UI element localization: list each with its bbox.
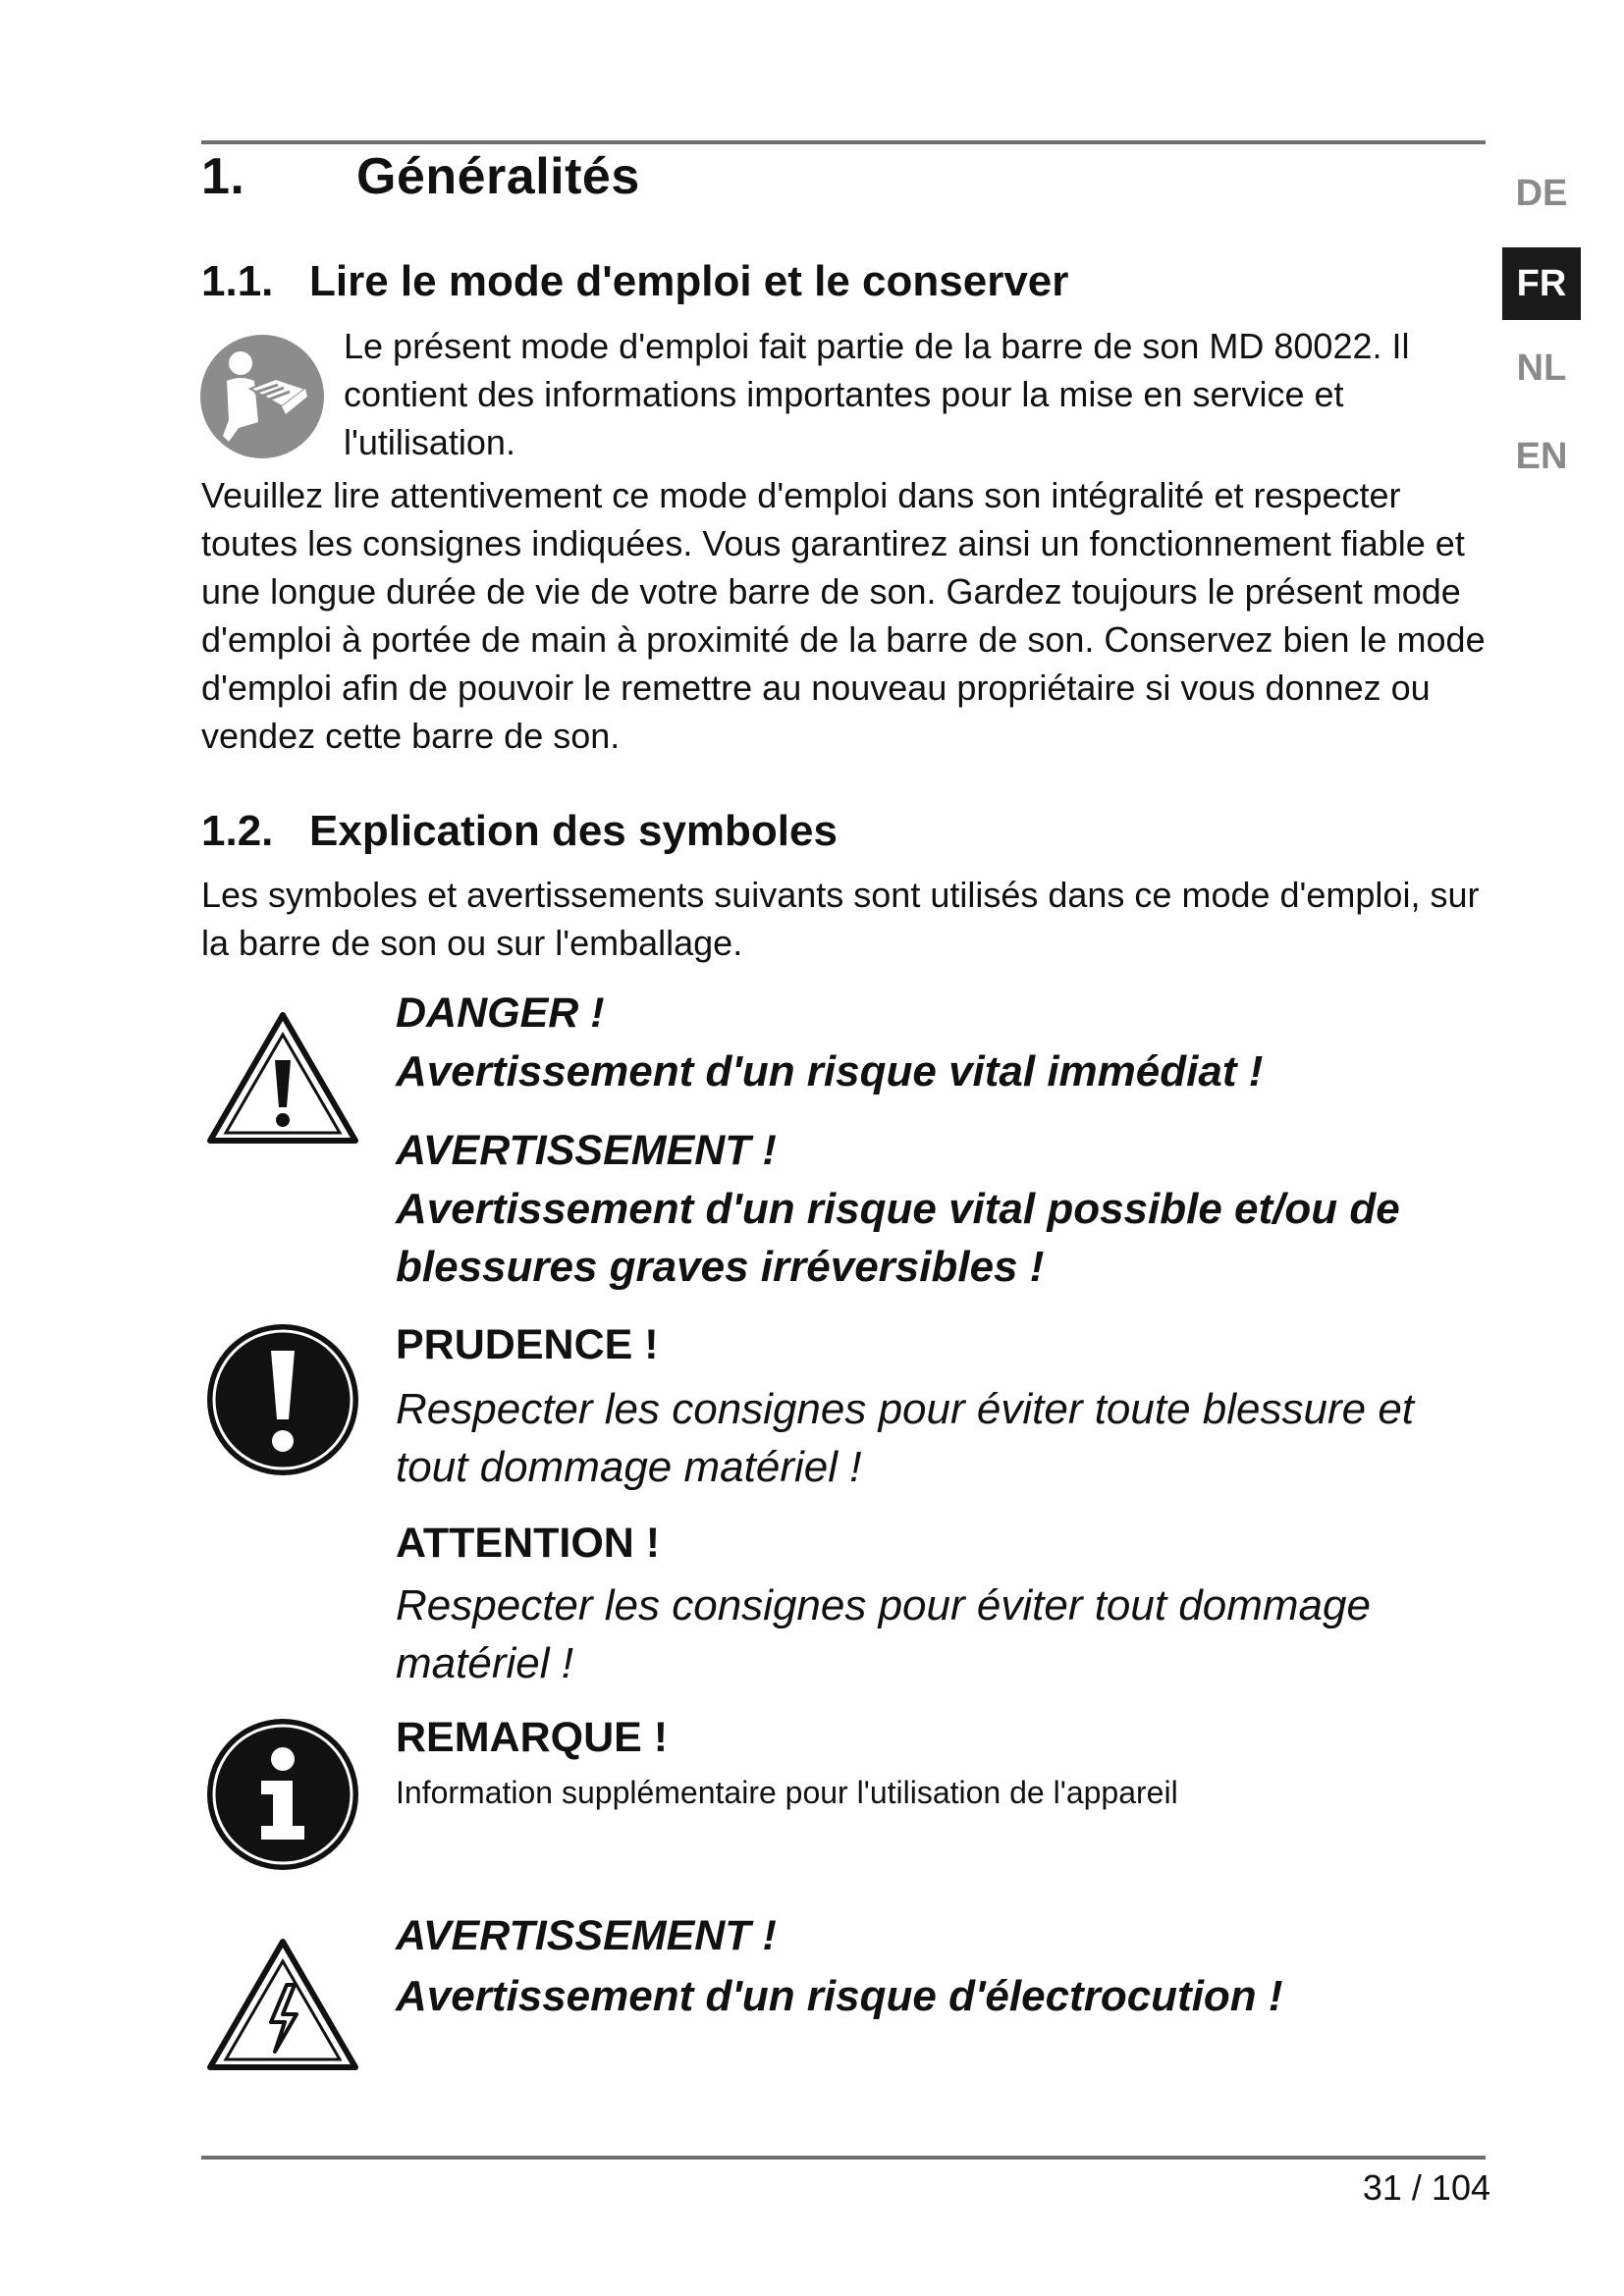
symbol-desc-danger: Avertissement d'un risque vital immédiat !: [396, 1047, 1264, 1095]
symbol-title-attention: ATTENTION !: [396, 1520, 661, 1567]
symbol-desc-prudence: Respecter les consignes pour éviter toute blessure et tout dommage matériel !: [396, 1385, 1415, 1491]
bottom-rule: [201, 2156, 1486, 2160]
section-1-2-title: Explication des symboles: [309, 807, 838, 855]
section-1-1-title: Lire le mode d'emploi et le conserver: [309, 257, 1069, 305]
section-1-1-number: 1.1.: [201, 257, 274, 305]
section-1-1-heading: [201, 257, 1068, 306]
section-1-1-body: Veuillez lire attentivement ce mode d'emploi dans son intégralité et respecter toutes les consignes indiquées. Vous garantirez ainsi un fonctionnement fiable et une longue durée de vie de votre barre de son. Gardez toujours le présent mode d'emploi à portée de main à proximité de la barre de son. Conservez bien le mode d'emploi afin de pouvoir le remettre au nouveau propriétaire si vous donnez ou vendez cette barre de son.: [201, 475, 1486, 756]
language-tab-de[interactable]: DE: [1515, 173, 1568, 214]
symbol-desc-attention: Respecter les consignes pour éviter tout dommage matériel !: [396, 1581, 1371, 1687]
section-1-2-heading: [201, 807, 838, 856]
language-tab-en[interactable]: EN: [1515, 436, 1568, 477]
symbol-desc-remarque: Information supplémentaire pour l'utilisation de l'appareil: [396, 1775, 1178, 1810]
section-1-1-intro: Le présent mode d'emploi fait partie de la barre de son MD 80022. Il contient des informations importantes pour la mise en service et l'utilisation.: [344, 326, 1410, 462]
warning-triangle-icon: [204, 999, 361, 1156]
symbol-title-remarque: REMARQUE !: [396, 1714, 669, 1761]
symbol-title-danger: DANGER !: [396, 989, 605, 1037]
symbol-title-avertissement: AVERTISSEMENT !: [396, 1127, 777, 1174]
top-rule: [201, 140, 1486, 144]
symbol-desc-avertissement: Avertissement d'un risque vital possible et/ou de blessures graves irréversibles !: [396, 1185, 1400, 1291]
symbol-desc-electrocution: Avertissement d'un risque d'électrocution !: [396, 1972, 1283, 2020]
section-1-number: 1.: [201, 148, 245, 205]
info-circle-icon: [204, 1716, 361, 1873]
language-tab-fr[interactable]: FR: [1502, 247, 1581, 320]
symbol-title-prudence: PRUDENCE !: [396, 1321, 659, 1368]
section-1-heading: [201, 147, 640, 206]
section-1-2-intro: Les symboles et avertissements suivants sont utilisés dans ce mode d'emploi, sur la barre de son ou sur l'emballage.: [201, 875, 1480, 963]
page-number: 31 / 104: [1362, 2167, 1490, 2208]
exclamation-circle-icon: [204, 1321, 361, 1478]
language-tab-nl[interactable]: NL: [1516, 347, 1567, 389]
section-1-title: Généralités: [356, 148, 640, 205]
symbol-title-electrocution: AVERTISSEMENT !: [396, 1912, 777, 1959]
read-manual-icon: [199, 334, 325, 459]
electric-shock-triangle-icon: [204, 1926, 361, 2083]
section-1-2-number: 1.2.: [201, 807, 274, 855]
